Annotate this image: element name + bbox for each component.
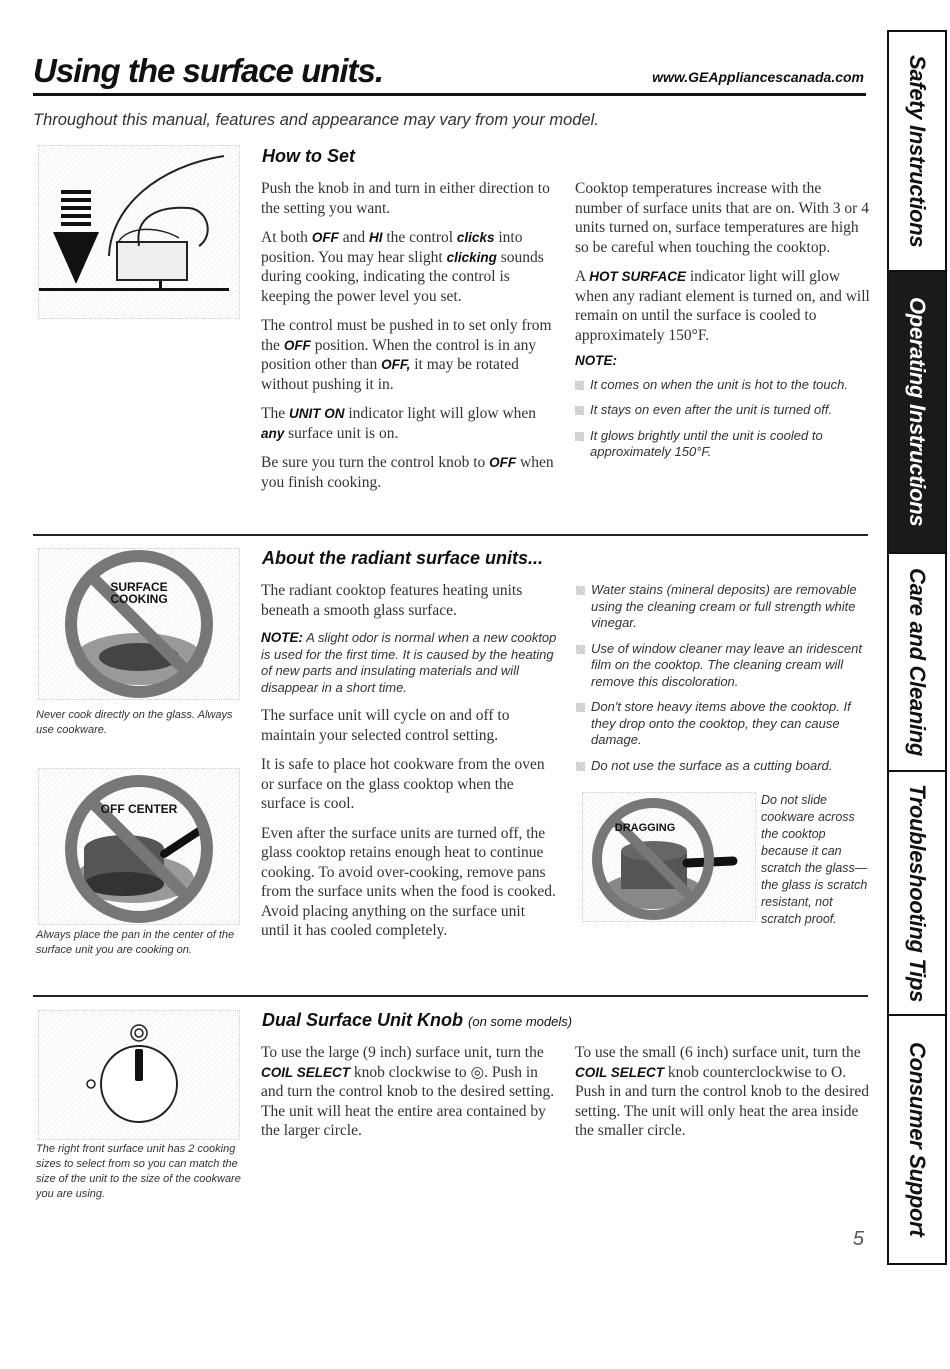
tab-safety-instructions[interactable]: Safety Instructions	[889, 32, 945, 272]
dragging-caption: Do not slide cookware across the cooktop because it can scratch the glass—the glass is scratch resistant, not scratch proof.	[761, 793, 868, 926]
dragging-illustration	[582, 792, 756, 922]
hand-knob-icon	[39, 146, 239, 318]
radiant-p1: The radiant cooktop features heating units beneath a smooth glass surface.	[261, 582, 523, 619]
surface-cooking-illustration	[38, 548, 240, 700]
radiant-col1	[261, 581, 557, 951]
radiant-p2: The surface unit will cycle on and off to maintain your selected control setting.	[261, 707, 510, 744]
page-number: 5	[852, 1228, 864, 1250]
radiant-p4: Even after the surface units are turned off, the glass cooktop retains enough heat to continue cooking. To avoid over-cooking, remove pans from the surface units when the food is cooked. Avoid placing anything on the surface unit until it has cooled completely.	[261, 824, 556, 939]
no-surface-cooking-icon	[39, 549, 239, 699]
header-rule	[33, 93, 866, 96]
how-to-set-p1: Push the knob in and turn in either direction to the setting you want.	[261, 180, 550, 217]
website-link[interactable]: www.GEAppliancescanada.com	[652, 69, 864, 85]
dual-heading: Dual Surface Unit Knob (on some models)	[262, 1010, 573, 1030]
knob-illustration	[38, 145, 240, 319]
tip-item: Use of window cleaner may leave an iridescent film on the cooktop. The cleaning cream will remove this discoloration.	[576, 641, 870, 691]
how-to-set-p3: The control must be pushed in to set only from the OFF position. When the control is in any position other than OFF, it may be rotated without pushing it in.	[261, 317, 552, 393]
section-divider	[33, 995, 868, 997]
hot-surface-p: A HOT SURFACE indicator light will glow when any radiant element is turned on, and will remain on until the surface is cooled to approximately 150°F.	[575, 268, 870, 344]
coil-select-knob-icon	[39, 1011, 239, 1139]
dual-col2: To use the small (6 inch) surface unit, turn the COIL SELECT knob counterclockwise to O. Push in and turn the control knob to the desired setting. The unit will only heat the area inside the smaller circle.	[575, 1044, 870, 1139]
tip-item: Do not use the surface as a cutting board.	[576, 758, 870, 775]
tab-operating-instructions[interactable]: Operating Instructions	[889, 272, 945, 554]
page-subtitle: Throughout this manual, features and appearance may vary from your model.	[33, 111, 599, 129]
note-item: It glows brightly until the unit is cooled to approximately 150°F.	[575, 428, 871, 461]
how-to-set-p4: The UNIT ON indicator light will glow when any surface unit is on.	[261, 405, 537, 442]
caption-off-center: Always place the pan in the center of the surface unit you are cooking on.	[36, 929, 235, 956]
off-center-label: OFF CENTER	[100, 802, 178, 816]
note-item: It stays on even after the unit is turned off.	[575, 402, 871, 419]
tab-troubleshooting-tips[interactable]: Troubleshooting Tips	[889, 772, 945, 1016]
tab-care-and-cleaning[interactable]: Care and Cleaning	[889, 554, 945, 772]
radiant-col2	[576, 582, 870, 783]
how-to-set-col2	[575, 179, 871, 470]
tab-consumer-support[interactable]: Consumer Support	[905, 1042, 930, 1237]
dual-knob-illustration	[38, 1010, 240, 1140]
caption-never-cook: Never cook directly on the glass. Always use cookware.	[36, 709, 233, 736]
off-center-illustration	[38, 768, 240, 925]
side-nav	[887, 30, 947, 1265]
radiant-p3: It is safe to place hot cookware from the oven or surface on the glass cooktop when the surface is cool.	[261, 756, 545, 812]
how-to-set-col1	[261, 179, 557, 502]
how-to-set-p5: Be sure you turn the control knob to OFF when you finish cooking.	[261, 454, 554, 491]
note-item: It comes on when the unit is hot to the touch.	[575, 377, 871, 394]
no-dragging-icon	[583, 793, 755, 921]
surface-label-1: SURFACE	[110, 580, 168, 594]
tip-item: Don't store heavy items above the cooktop. If they drop onto the cooktop, they can cause damage.	[576, 699, 870, 749]
section-divider	[33, 534, 868, 536]
note-label: NOTE:	[575, 353, 617, 368]
radiant-heading: About the radiant surface units...	[262, 548, 544, 568]
how-to-set-heading: How to Set	[262, 146, 355, 166]
cooktop-temp-p: Cooktop temperatures increase with the number of surface units that are on. With 3 or 4 units turned on, surface temperatures are high so be careful when touching the cooktop.	[575, 180, 869, 256]
dragging-label: DRAGGING	[614, 822, 676, 834]
caption-dual: The right front surface unit has 2 cooking sizes to select from so you can match the size of the unit to the size of the cookware you are using.	[36, 1143, 241, 1200]
dual-col1: To use the large (9 inch) surface unit, turn the COIL SELECT knob clockwise to ◎. Push in and turn the control knob to the desired setting. The unit will heat the entire area contained by the larger circle.	[261, 1044, 555, 1139]
tip-item: Water stains (mineral deposits) are removable using the cleaning cream or full strength white vinegar.	[576, 582, 870, 632]
page-title: Using the surface units.	[33, 52, 384, 89]
how-to-set-p2: At both OFF and HI the control clicks into position. You may hear slight clicking sounds during cooking, indicating the control is keeping the power level you set.	[261, 229, 544, 305]
off-center-pan-icon	[39, 769, 239, 924]
dual-heading-note: (on some models)	[468, 1014, 573, 1029]
surface-label-2: COOKING	[110, 592, 168, 606]
radiant-note: NOTE: A slight odor is normal when a new cooktop is used for the first time. It is caused by the heating of new parts and insulating materials and will disappear in a short time.	[261, 630, 557, 695]
